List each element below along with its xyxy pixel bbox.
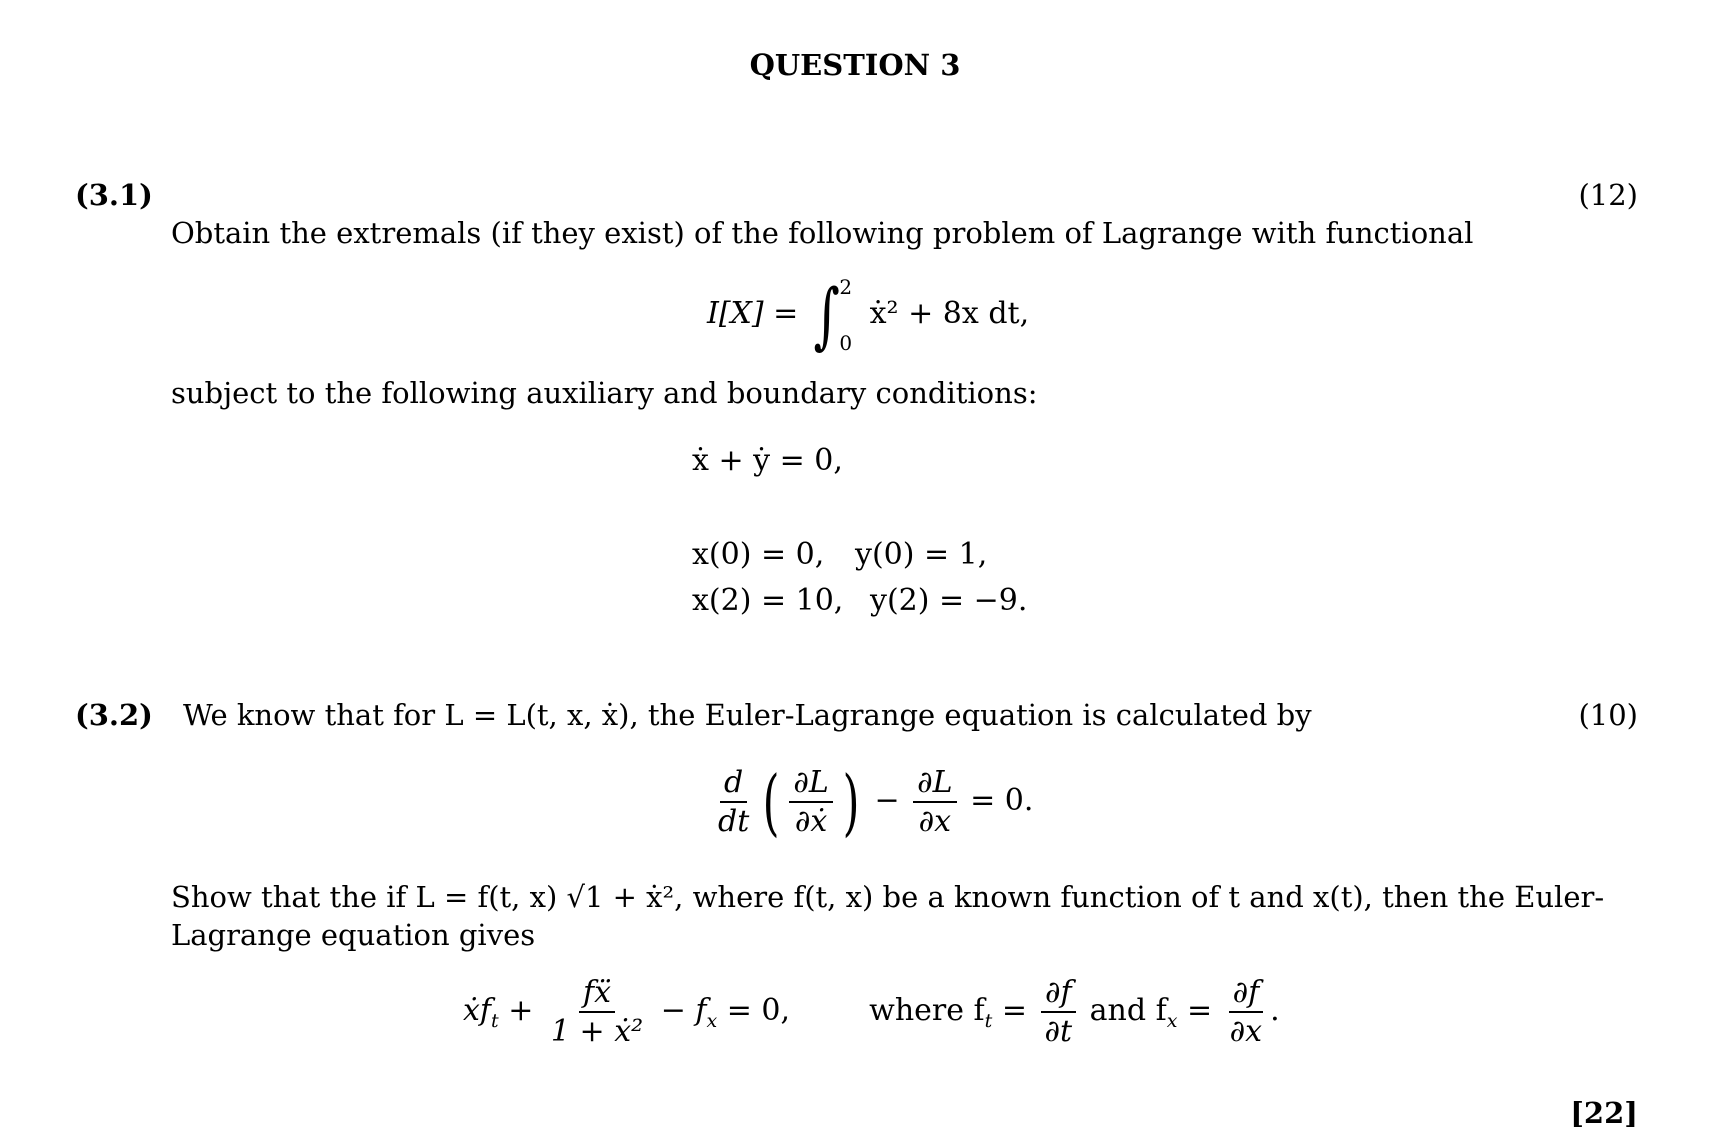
constraint-equation: ẋ + ẏ = 0, xyxy=(692,443,843,478)
integral-lower: 0 xyxy=(839,331,853,355)
question-3-1-intro: Obtain the extremals (if they exist) of the following problem of Lagrange with functional xyxy=(171,216,1474,250)
d-dt-fraction xyxy=(714,766,753,838)
xdot-f: ẋf xyxy=(463,993,492,1028)
integral-sign: ∫ xyxy=(813,273,840,357)
question-3-2-intro: We know that for L = L(t, x, ẋ), the Euler-Lagrange equation is calculated by xyxy=(183,698,1312,732)
marks-3-1: (12) xyxy=(1578,178,1638,212)
minus-sign: − xyxy=(874,783,900,818)
partial-x-denominator: ∂x xyxy=(918,804,952,839)
ft-fraction-num: ∂f xyxy=(1041,976,1076,1013)
left-paren: ( xyxy=(762,760,780,844)
result-fraction-num: fẍ xyxy=(579,976,615,1013)
partial-l-numerator-2: ∂L xyxy=(913,766,956,803)
minus-fx: − f xyxy=(660,993,707,1028)
boundary-condition-y2: y(2) = −9. xyxy=(870,583,1028,618)
fx-fraction-den: ∂x xyxy=(1229,1014,1263,1049)
question-label-3-2: (3.2) xyxy=(75,698,153,732)
result-equals-zero: = 0, xyxy=(726,993,791,1028)
boundary-condition-y0: y(0) = 1, xyxy=(855,537,988,572)
question-label-3-1: (3.1) xyxy=(75,178,153,212)
functional-integrand: ẋ² + 8x dt, xyxy=(869,296,1030,331)
partial-xdot-denominator: ∂ẋ xyxy=(794,804,828,839)
d-numerator: d xyxy=(720,766,747,803)
page-title: QUESTION 3 xyxy=(749,48,961,82)
result-fraction-den: 1 + ẋ² xyxy=(550,1014,644,1049)
integral-upper: 2 xyxy=(839,275,853,299)
fx-fraction-num: ∂f xyxy=(1229,976,1264,1013)
question-3-2-show-line2: Lagrange equation gives xyxy=(171,918,536,952)
where-ft: where f xyxy=(869,993,985,1028)
question-3-1-subject: subject to the following auxiliary and boundary conditions: xyxy=(171,376,1038,410)
boundary-condition-x2: x(2) = 10, xyxy=(692,583,844,618)
and-equals: = xyxy=(1186,993,1213,1028)
partial-l-xdot-fraction xyxy=(789,766,832,838)
and-fx: and f xyxy=(1089,993,1167,1028)
where-ft-subscript: t xyxy=(984,1010,993,1032)
functional-equation xyxy=(707,275,1029,355)
right-paren: ) xyxy=(842,760,860,844)
plus-sign: + xyxy=(508,993,534,1028)
integral-limits xyxy=(839,275,852,355)
question-3-2-show-line1: Show that the if L = f(t, x) √1 + ẋ², where f(t, x) be a known function of t and x(t), then the Euler- xyxy=(171,880,1605,914)
partial-l-x-fraction xyxy=(913,766,956,838)
result-fraction xyxy=(547,976,647,1048)
minus-fx-subscript: x xyxy=(706,1010,718,1032)
and-fx-subscript: x xyxy=(1166,1010,1178,1032)
functional-lhs: I[X] = xyxy=(707,296,799,331)
where-equals: = xyxy=(1001,993,1027,1028)
total-marks: [22] xyxy=(1570,1096,1638,1130)
partial-l-numerator: ∂L xyxy=(789,766,832,803)
result-equation xyxy=(463,976,1280,1048)
equals-zero: = 0. xyxy=(970,783,1034,818)
euler-lagrange-equation xyxy=(710,760,1034,844)
dt-denominator: dt xyxy=(718,804,750,839)
final-period: . xyxy=(1270,993,1280,1028)
marks-3-2: (10) xyxy=(1578,698,1638,732)
xdot-f-subscript: t xyxy=(491,1010,499,1032)
boundary-condition-x0: x(0) = 0, xyxy=(692,537,825,572)
ft-fraction xyxy=(1041,976,1077,1048)
fx-fraction xyxy=(1226,976,1266,1048)
ft-fraction-den: ∂t xyxy=(1044,1014,1073,1049)
